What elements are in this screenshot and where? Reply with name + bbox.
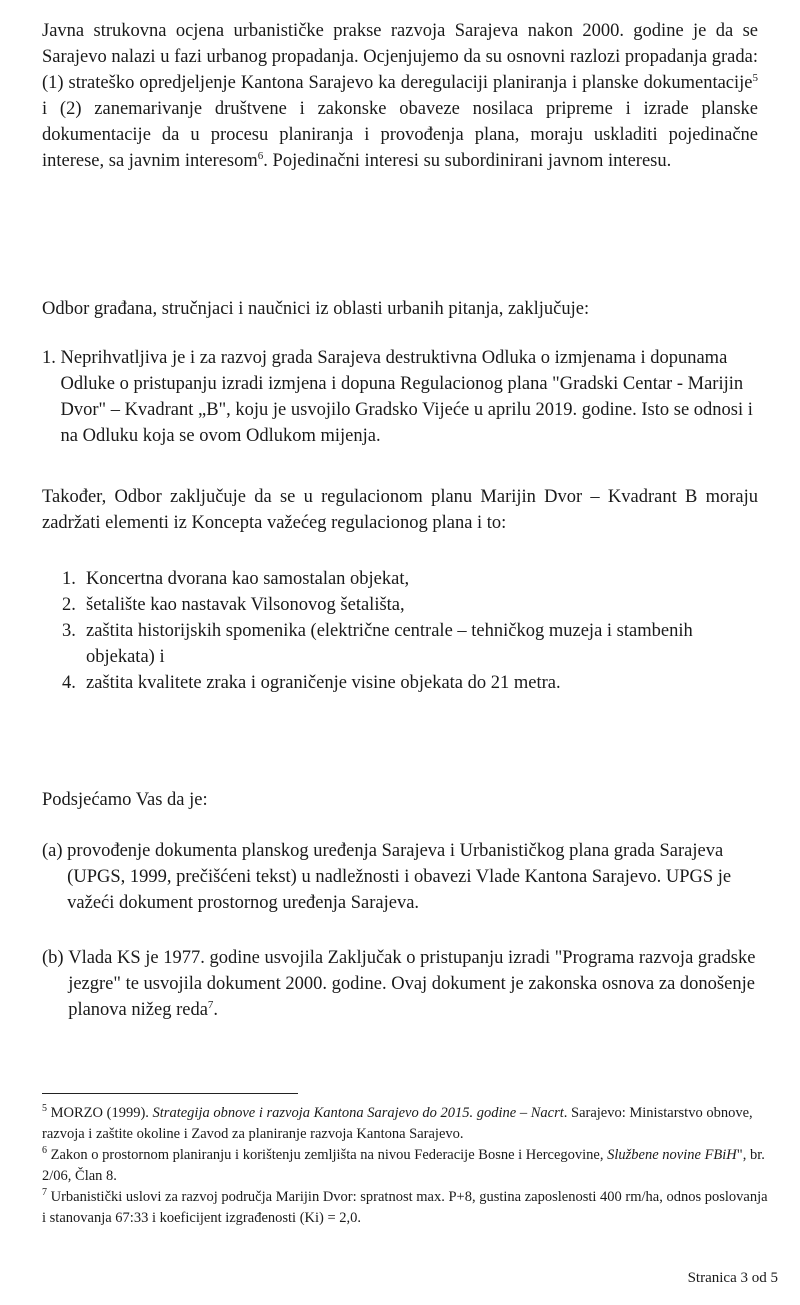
list-item-text: Koncertna dvorana kao samostalan objekat, [86, 569, 410, 589]
reminder-item-end: . [213, 1000, 219, 1020]
footnote-italic-title: Strategija obnove i razvoja Kantona Sarajevo do 2015. godine – Nacrt [152, 1105, 564, 1121]
footnote-6 [42, 1145, 772, 1186]
footnote-text: ", br. 2/06, Član 8. [42, 1147, 765, 1184]
list-item [62, 566, 762, 592]
reminder-heading: Podsjećamo Vas da je: [42, 790, 208, 810]
footnote-ref-6[interactable]: 6 [257, 149, 264, 162]
list-item-text: zaštita historijskih spomenika (električne centrale – tehničkog muzeja i stambenih objekata) i [86, 621, 693, 667]
reminder-item-text: provođenje dokumenta planskog uređenja Sarajeva i Urbanističkog plana grada Sarajeva (UPGS, 1999, prečišćeni tekst) u nadležnosti i obavezi Vlade Kantona Sarajevo. UPGS je važeći dokument prostornog uređenja Sarajeva. [67, 841, 732, 913]
reminder-item-b [42, 945, 758, 1023]
intro-text-part-2: i (2) zanemarivanje društvene i zakonske obaveze nosilaca pripreme i izrade planske dokumentacije da u procesu planiranja i provođenja plana, moraju uskladiti pojedinačne interese, sa javnim interesom [42, 99, 758, 171]
reminder-item-label: (a) [42, 841, 68, 861]
footnote-number: 7 [42, 1187, 47, 1199]
list-item [62, 670, 762, 696]
footnote-number: 6 [42, 1145, 47, 1157]
list-item-number: 1. [62, 569, 76, 589]
committee-conclusion-heading: Odbor građana, stručnjaci i naučnici iz oblasti urbanih pitanja, zaključuje: [42, 299, 590, 319]
intro-text-part-1: Javna strukovna ocjena urbanističke prakse razvoja Sarajeva nakon 2000. godine je da se Sarajevo nalazi u fazi urbanog propadanja. Ocjenjujemo da su osnovni razlozi propadanja grada: (1) strateško opredjeljenje Kantona Sarajevo ka deregulaciji planiranja i planske dokumentacije [42, 21, 758, 93]
reminder-item-text: Vlada KS je 1977. godine usvojila Zaključak o pristupanju izradi "Programa razvoja gradske jezgre" te usvojila dokument 2000. godine. Ovaj dokument je zakonska osnova za donošenje planova nižeg reda [68, 948, 756, 1020]
decision-number: 1. [42, 348, 61, 368]
footnote-italic-title: Službene novine FBiH [607, 1147, 737, 1163]
decision-item-1 [42, 345, 772, 449]
list-item-text: šetalište kao nastavak Vilsonovog šetališta, [86, 595, 405, 615]
footnote-ref-7[interactable]: 7 [207, 998, 214, 1011]
list-item-number: 2. [62, 595, 76, 615]
reminder-item-label: (b) [42, 948, 69, 968]
intro-paragraph [42, 18, 758, 174]
reminder-item-a [42, 838, 758, 916]
footnote-text: Zakon o prostornom planiranju i korištenju zemljišta na nivou Federacije Bosne i Hercegovine, [47, 1147, 608, 1163]
intro-text-part-3: . Pojedinačni interesi su subordinirani javnom interesu. [263, 151, 672, 171]
plan-elements-list [62, 566, 762, 696]
footnote-separator [42, 1093, 298, 1094]
decision-text: Neprihvatljiva je i za razvoj grada Sarajeva destruktivna Odluka o izmjenama i dopunama Odluke o pristupanju izradi izmjena i dopuna Regulacionog plana "Gradski Centar - Marijin Dvor" – Kvadrant „B", koju je usvojilo Gradsko Vijeće u aprilu 2019. godine. Isto se odnosi i na Odluku koja se ovom Odlukom mijenja. [60, 348, 753, 446]
list-item [62, 618, 762, 670]
reminder-item-text-wrapper [68, 945, 758, 1023]
page-number: Stranica 3 od 5 [687, 1270, 778, 1286]
footnotes-section [42, 1103, 772, 1229]
footnote-text: . Sarajevo: Ministarstvo obnove, razvoja i zaštite okoline i Zavod za planiranje razvoja Kantona Sarajevo. [42, 1105, 753, 1142]
also-paragraph: Također, Odbor zaključuje da se u regulacionom planu Marijin Dvor – Kvadrant B moraju zadržati elementi iz Koncepta važećeg regulacionog plana i to: [42, 487, 758, 533]
footnote-5 [42, 1103, 772, 1144]
footnote-text: Urbanistički uslovi za razvoj područja Marijin Dvor: spratnost max. P+8, gustina zaposlenosti 400 rm/ha, odnos poslovanja i stanovanja 67:33 i koeficijent izgrađenosti (Ki) = 2,0. [42, 1189, 768, 1226]
list-item [62, 592, 762, 618]
footnote-ref-5[interactable]: 5 [752, 71, 758, 84]
footnote-7 [42, 1187, 772, 1228]
list-item-number: 4. [62, 673, 76, 693]
list-item-text: zaštita kvalitete zraka i ograničenje visine objekata do 21 metra. [86, 673, 561, 693]
list-item-number: 3. [62, 621, 76, 641]
footnote-number: 5 [42, 1103, 47, 1115]
footnote-text: MORZO (1999). [47, 1105, 153, 1121]
